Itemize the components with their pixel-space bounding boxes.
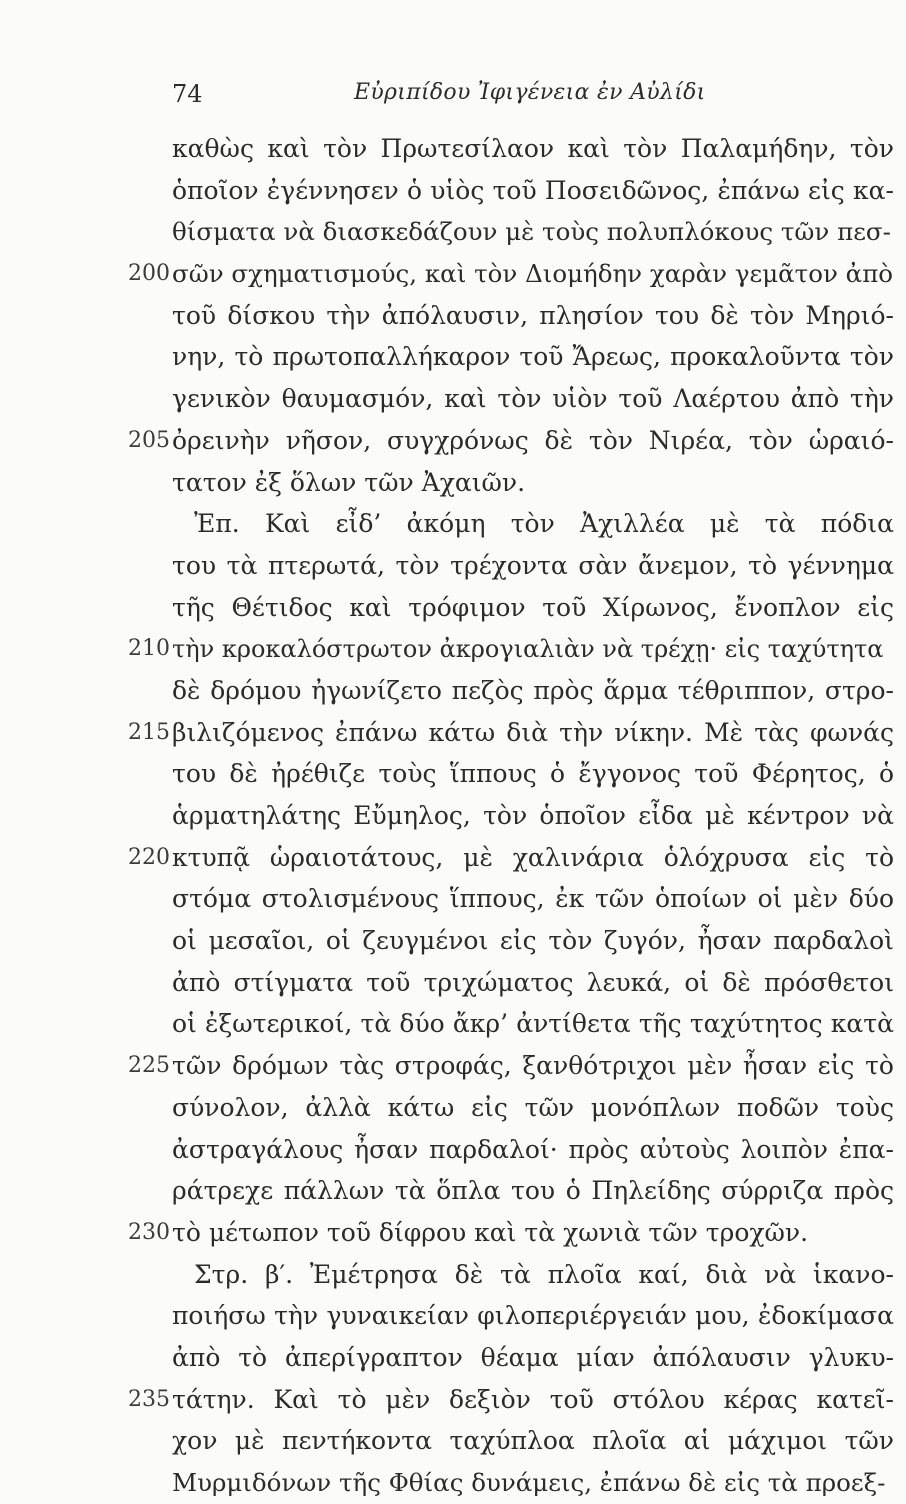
text-line	[172, 378, 894, 420]
line-text: ἀστραγάλους ἦσαν παρδαλοί· πρὸς αὐτοὺς λοιπὸν ἐπα-	[172, 1134, 894, 1164]
line-text: τατον ἐξ ὅλων τῶν Ἀχαιῶν.	[172, 467, 526, 497]
text-line	[172, 878, 894, 920]
line-text: ὀρεινὴν νῆσον, συγχρόνως δὲ τὸν Νιρέα, τὸν ὡραιό-	[172, 425, 894, 455]
text-line	[172, 587, 894, 629]
line-text: ἁρματηλάτης Εὔμηλος, τὸν ὁποῖον εἶδα μὲ κέντρον νὰ	[172, 801, 894, 830]
line-number: 235	[128, 1386, 170, 1412]
line-text: τῶν δρόμων τὰς στροφάς, ξανθότριχοι μὲν ἦσαν εἰς τὸ	[172, 1051, 894, 1081]
line-text: βιλιζόμενος ἐπάνω κάτω διὰ τὴν νίκην. Μὲ τὰς φωνάς	[172, 717, 894, 747]
line-text: νην, τὸ πρωτοπαλλήκαρον τοῦ Ἄρεως, προκαλοῦντα τὸν	[172, 342, 894, 372]
text-line	[128, 1379, 894, 1421]
text-line	[172, 211, 894, 253]
text-line	[172, 462, 894, 504]
line-text: καθὼς καὶ τὸν Πρωτεσίλαον καὶ τὸν Παλαμήδην, τὸν	[172, 134, 894, 163]
line-text: Μυρμιδόνων τῆς Φθίας δυνάμεις, ἐπάνω δὲ εἰς τὰ προεξ-	[172, 1468, 886, 1497]
line-text: δὲ δρόμου ἠγωνίζετο πεζὸς πρὸς ἅρμα τέθριππον, στρο-	[172, 675, 894, 705]
line-text: τάτην. Καὶ τὸ μὲν δεξιὸν τοῦ στόλου κέρας κατεῖ-	[172, 1384, 894, 1414]
line-text: του τὰ πτερωτά, τὸν τρέχοντα σὰν ἄνεμον, τὸ γέννημα	[172, 550, 894, 580]
text-line	[172, 1170, 894, 1212]
line-text: τὸ μέτωπον τοῦ δίφρου καὶ τὰ χωνιὰ τῶν τροχῶν.	[172, 1217, 809, 1247]
text-line	[128, 837, 894, 879]
line-text: σῶν σχηματισμούς, καὶ τὸν Διομήδην χαρὰν γεμᾶτον ἀπὸ	[172, 259, 894, 289]
line-text: ράτρεχε πάλλων τὰ ὅπλα του ὁ Πηλείδης σύρριζα πρὸς	[172, 1176, 894, 1206]
line-number: 215	[128, 719, 170, 745]
line-text: τοῦ δίσκου τὴν ἀπόλαυσιν, πλησίον του δὲ τὸν Μηριό-	[172, 300, 894, 330]
text-line	[172, 1295, 894, 1337]
line-number: 220	[128, 844, 170, 870]
text-line	[172, 336, 894, 378]
text-line	[172, 1003, 894, 1045]
line-text: ἀπὸ τὸ ἀπερίγραπτον θέαμα μίαν ἀπόλαυσιν γλυκυ-	[172, 1342, 894, 1372]
line-text: οἱ μεσαῖοι, οἱ ζευγμένοι εἰς τὸν ζυγόν, ἦσαν παρδαλοὶ	[172, 926, 894, 956]
line-text: Στρ. β′. Ἐμέτρησα δὲ τὰ πλοῖα καί, διὰ νὰ ἱκανο-	[194, 1259, 894, 1289]
line-text: στόμα στολισμένους ἵππους, ἐκ τῶν ὁποίων οἱ μὲν δύο	[172, 884, 894, 914]
text-line	[172, 1087, 894, 1129]
text-line	[172, 545, 894, 587]
line-text: χον μὲ πεντήκοντα ταχύπλοα πλοῖα αἱ μάχιμοι τῶν	[172, 1426, 894, 1456]
text-line	[172, 1337, 894, 1379]
line-number: 225	[128, 1053, 170, 1079]
text-line	[128, 712, 894, 754]
text-line	[172, 503, 894, 545]
body-text	[128, 128, 894, 1504]
line-number: 205	[128, 427, 170, 453]
text-line	[128, 628, 894, 670]
text-line	[172, 128, 894, 170]
line-text: τῆς Θέτιδος καὶ τρόφιμον τοῦ Χίρωνος, ἔνοπλον εἰς	[172, 592, 894, 622]
line-text: Ἐπ. Καὶ εἶδ’ ἀκόμη τὸν Ἀχιλλέα μὲ τὰ πόδια	[194, 509, 894, 539]
text-line	[172, 170, 894, 212]
line-text: θίσματα νὰ διασκεδάζουν μὲ τοὺς πολυπλόκους τῶν πεσ-	[172, 217, 891, 247]
line-number: 230	[128, 1219, 170, 1245]
line-number: 200	[128, 261, 170, 287]
running-title: Εὐριπίδου Ἰφιγένεια ἐν Αὐλίδι	[354, 80, 706, 105]
text-line	[172, 962, 894, 1004]
text-line	[172, 1254, 894, 1296]
line-text: ὁποῖον ἐγέννησεν ὁ υἱὸς τοῦ Ποσειδῶνος, ἐπάνω εἰς κα-	[172, 175, 894, 205]
text-line	[172, 753, 894, 795]
text-line	[172, 670, 894, 712]
line-text: σύνολον, ἀλλὰ κάτω εἰς τῶν μονόπλων ποδῶν τοὺς	[172, 1092, 894, 1122]
text-line	[172, 295, 894, 337]
page-header	[172, 80, 892, 120]
text-line	[172, 920, 894, 962]
line-number: 210	[128, 636, 170, 662]
line-text: ποιήσω τὴν γυναικείαν φιλοπεριέργειάν μου, ἐδοκίμασα	[172, 1301, 894, 1331]
text-line	[128, 420, 894, 462]
line-text: του δὲ ἠρέθιζε τοὺς ἵππους ὁ ἔγγονος τοῦ Φέρητος, ὁ	[172, 759, 894, 789]
line-text: κτυπᾷ ὡραιοτάτους, μὲ χαλινάρια ὁλόχρυσα εἰς τὸ	[172, 842, 894, 872]
line-text: τὴν κροκαλόστρωτον ἀκρογιαλιὰν νὰ τρέχῃ· εἰς ταχύτητα	[172, 635, 884, 664]
line-text: οἱ ἐξωτερικοί, τὰ δύο ἄκρ’ ἀντίθετα τῆς ταχύτητος κατὰ	[172, 1009, 894, 1039]
line-text: γενικὸν θαυμασμόν, καὶ τὸν υἱὸν τοῦ Λαέρτου ἀπὸ τὴν	[172, 384, 894, 414]
text-line	[172, 795, 894, 837]
page-number: 74	[172, 80, 203, 108]
text-line	[172, 1129, 894, 1171]
text-line	[128, 253, 894, 295]
text-line	[128, 1045, 894, 1087]
text-line	[172, 1462, 894, 1504]
text-line	[172, 1420, 894, 1462]
text-line	[128, 1212, 894, 1254]
line-text: ἀπὸ στίγματα τοῦ τριχώματος λευκά, οἱ δὲ πρόσθετοι	[172, 967, 894, 997]
